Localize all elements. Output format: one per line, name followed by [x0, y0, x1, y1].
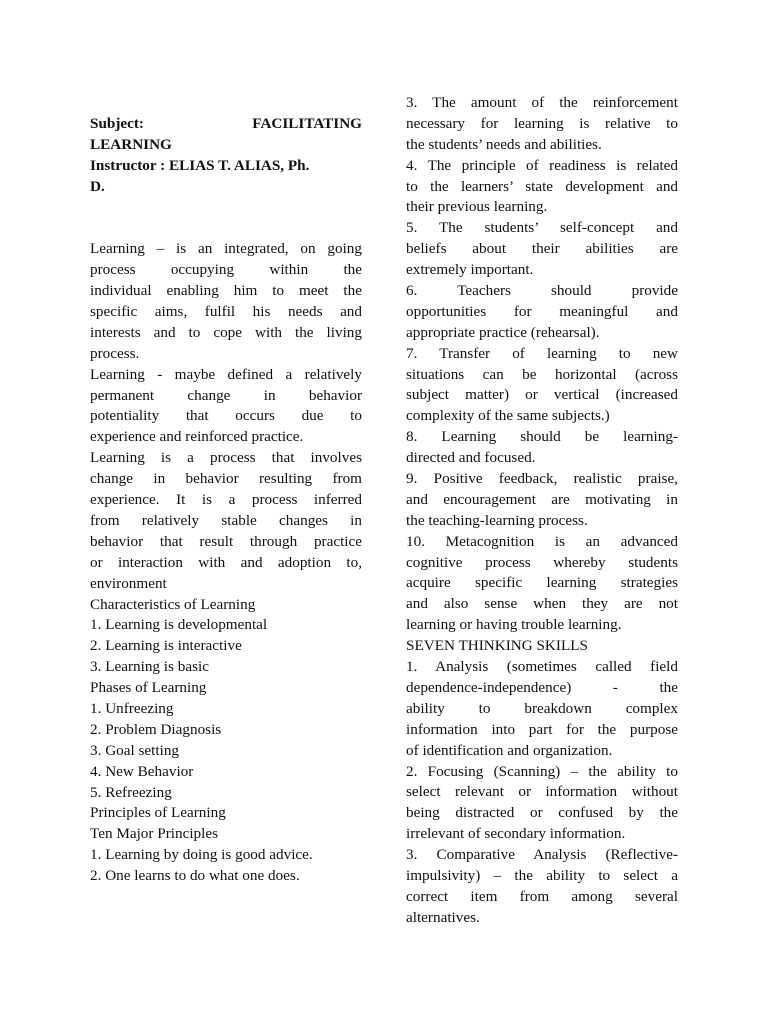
text-line: complexity of the same subjects.) — [406, 407, 610, 425]
text-line: the teaching-learning process. — [406, 511, 588, 529]
text-line: process occupying within the — [90, 261, 362, 279]
text-line: the students’ needs and abilities. — [406, 135, 602, 153]
right-column — [406, 93, 678, 929]
text-line: and encouragement are motivating in — [406, 490, 678, 508]
text-line: experience and reinforced practice. — [90, 428, 304, 446]
text-line: 2. Focusing (Scanning) – the ability to — [406, 762, 678, 780]
text-line: subject matter) or vertical (increased — [406, 386, 678, 404]
text-line: impulsivity) – the ability to select a — [406, 866, 678, 884]
text-line: appropriate practice (rehearsal). — [406, 323, 600, 341]
text-line: SEVEN THINKING SKILLS — [406, 637, 588, 655]
text-line: their previous learning. — [406, 198, 548, 216]
text-line: specific aims, fulfil his needs and — [90, 303, 362, 321]
text-line: 6. Teachers should provide — [406, 282, 678, 300]
text-line: 3. Learning is basic — [90, 658, 209, 676]
text-line: necessary for learning is relative to — [406, 114, 678, 132]
text-line: alternatives. — [406, 908, 480, 926]
text-line: to the learners’ state development and — [406, 177, 678, 195]
text-line: or interaction with and adoption to, — [90, 553, 362, 571]
text-line: cognitive process whereby students — [406, 553, 678, 571]
text-line: 2. One learns to do what one does. — [90, 867, 300, 885]
text-line: 1. Analysis (sometimes called field — [406, 658, 678, 676]
text-line: experience. It is a process inferred — [90, 491, 362, 509]
text-line: ability to breakdown complex — [406, 699, 678, 717]
text-line: 3. The amount of the reinforcement — [406, 94, 678, 111]
text-line: select relevant or information without — [406, 783, 678, 801]
text-line: individual enabling him to meet the — [90, 282, 362, 300]
text-line: 1. Unfreezing — [90, 699, 174, 717]
text-line: Ten Major Principles — [90, 825, 219, 843]
right-column-body — [406, 93, 678, 929]
subject-line — [90, 114, 362, 135]
document-header — [90, 114, 362, 198]
text-line: 7. Transfer of learning to new — [406, 344, 678, 362]
text-line: potentiality that occurs due to — [90, 407, 362, 425]
text-line: 2. Problem Diagnosis — [90, 720, 222, 738]
text-line: correct item from among several — [406, 887, 678, 905]
text-line: dependence-independence) - the — [406, 678, 678, 696]
text-line: 1. Learning by doing is good advice. — [90, 846, 313, 864]
text-line: and also sense when they are not — [406, 595, 678, 613]
left-column-body — [90, 239, 362, 887]
text-line: Principles of Learning — [90, 804, 226, 822]
text-line: interests and to cope with the living — [90, 323, 362, 341]
text-line: of identification and organization. — [406, 741, 613, 759]
text-line: extremely important. — [406, 261, 534, 279]
text-line: 3. Goal setting — [90, 741, 180, 759]
text-line: Learning - maybe defined a relatively — [90, 365, 362, 383]
subject-value: FACILITATING — [252, 115, 362, 132]
text-line: 10. Metacognition is an advanced — [406, 532, 678, 550]
text-line: change in behavior resulting from — [90, 470, 362, 488]
text-line: 8. Learning should be learning- — [406, 428, 678, 446]
text-line: 3. Comparative Analysis (Reflective- — [406, 846, 678, 864]
text-line: 4. New Behavior — [90, 762, 194, 780]
header-spacer — [90, 198, 362, 240]
text-line: 1. Learning is developmental — [90, 616, 268, 634]
text-line: 2. Learning is interactive — [90, 637, 242, 655]
subject-line-continued: LEARNING — [90, 135, 172, 153]
text-line: situations can be horizontal (across — [406, 365, 678, 383]
instructor-line-continued: D. — [90, 177, 105, 195]
text-line: 4. The principle of readiness is related — [406, 156, 678, 174]
text-line: directed and focused. — [406, 449, 536, 467]
text-line: environment — [90, 574, 167, 592]
text-line: information into part for the purpose — [406, 720, 678, 738]
subject-label: Subject: — [90, 115, 144, 132]
text-line: opportunities for meaningful and — [406, 302, 678, 320]
text-line: 5. Refreezing — [90, 783, 172, 801]
instructor-line: Instructor : ELIAS T. ALIAS, Ph. — [90, 156, 310, 174]
text-line: learning or having trouble learning. — [406, 616, 622, 634]
text-line: from relatively stable changes in — [90, 511, 362, 529]
text-line: being distracted or confused by the — [406, 804, 678, 822]
text-line: Learning is a process that involves — [90, 449, 362, 467]
text-line: 9. Positive feedback, realistic praise, — [406, 470, 678, 488]
text-line: behavior that result through practice — [90, 532, 362, 550]
text-line: irrelevant of secondary information. — [406, 825, 626, 843]
text-line: permanent change in behavior — [90, 386, 362, 404]
text-line: process. — [90, 344, 140, 362]
text-line: Learning – is an integrated, on going — [90, 240, 362, 258]
text-line: Characteristics of Learning — [90, 595, 256, 613]
text-line: acquire specific learning strategies — [406, 574, 678, 592]
text-line: beliefs about their abilities are — [406, 240, 678, 258]
left-column — [90, 114, 362, 887]
text-line: Phases of Learning — [90, 679, 207, 697]
text-line: 5. The students’ self-concept and — [406, 219, 678, 237]
